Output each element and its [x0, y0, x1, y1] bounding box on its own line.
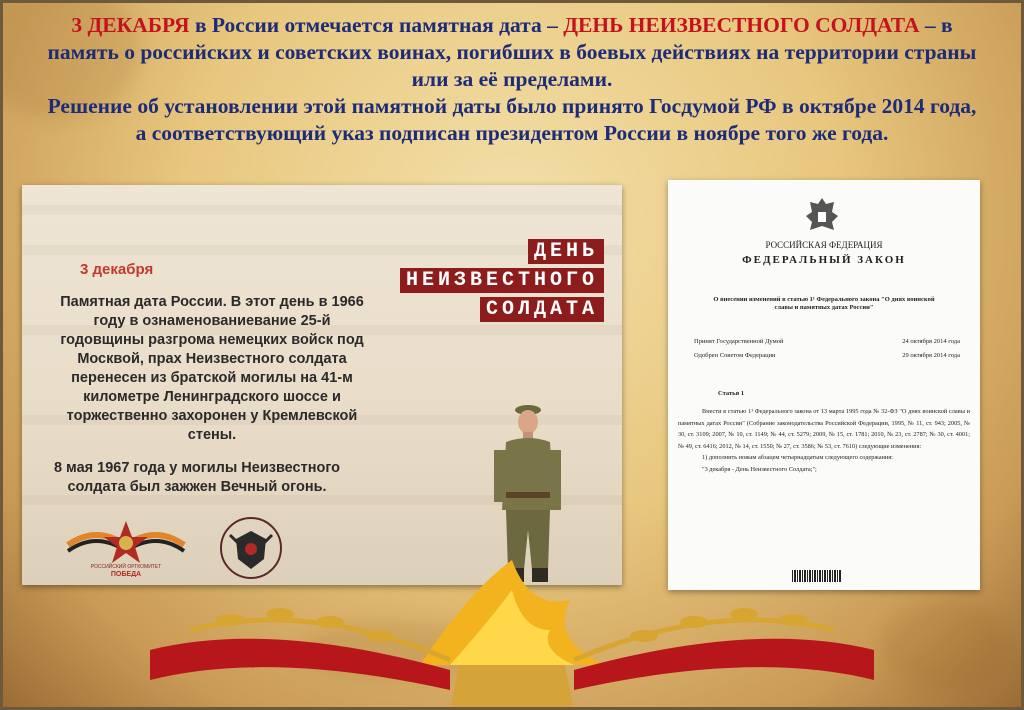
poster-title-line: СОЛДАТА: [480, 297, 604, 322]
poster-body-text: Памятная дата России. В этот день в 1966 году в ознаменованиевание 25-й годовщины разгрома немецких войск под Москвой, прах Неизвестного солдата перенесен из братской могилы на 41-м километре Ленинградского шоссе и торжественно захоронен у Кремлевской стены.: [60, 294, 364, 443]
eternal-flame-laurel-decoration: [150, 560, 874, 710]
soldier-figure: [492, 400, 562, 585]
poster-image: [22, 185, 622, 585]
poster-title-line: НЕИЗВЕСТНОГО: [400, 268, 604, 293]
doc-row-date: 24 октября 2014 года: [902, 338, 960, 345]
logo1-title: ПОБЕДА: [110, 571, 142, 577]
doc-law-title: ФЕДЕРАЛЬНЫЙ ЗАКОН: [742, 254, 906, 266]
doc-adoption-row: [694, 338, 960, 345]
doc-paragraph: 1) дополнить новым абзацем четырнадцатым следующего содержания:: [702, 454, 893, 461]
poster-title-line: ДЕНЬ: [528, 239, 604, 264]
doc-country: РОССИЙСКАЯ ФЕДЕРАЦИЯ: [765, 240, 883, 250]
poster-eternal-flame-text: 8 мая 1967 года у могилы Неизвестного солдата был зажжен Вечный огонь.: [53, 460, 341, 495]
poster-date: 3 декабря: [80, 261, 154, 278]
doc-paragraph: "3 декабря - День Неизвестного Солдата;";: [702, 465, 817, 473]
doc-row-date: 29 октября 2014 года: [902, 352, 960, 359]
doc-subject: О внесении изменений в статью 1¹ Федерального закона "О днях воинской славы и памятных датах России": [713, 296, 935, 311]
doc-article-title: Статья 1: [718, 390, 744, 397]
doc-article-body: [678, 406, 970, 475]
logo1-caption: РОССИЙСКИЙ ОРГКОМИТЕТ: [90, 564, 162, 570]
doc-row-label: Принят Государственной Думой: [694, 338, 784, 345]
heading-mid: в России отмечается памятная дата –: [189, 13, 564, 37]
heading-date: 3 ДЕКАБРЯ: [71, 13, 190, 37]
heading-rest: – в память о российских и советских воинах, погибших в боевых действиях на территории страны или за её пределами.: [47, 13, 977, 91]
doc-paragraph: Внести в статью 1¹ Федерального закона от 13 марта 1995 года № 32-ФЗ "О днях воинской славы и памятных датах России" (Собрание законодательства Российской Федерации, 1995, № 11, ст. 943; 2005, № 30, ст. 3109; 2007, № 10, ст. 1149; № 44, ст. 5279; 2009, № 15, ст. 1781; 2010, № 23, ст. 2787; № 30, ст. 4001; № 49, ст. 6416; 2012, № 14, ст. 1550; № 27, ст. 3586; № 53, ст. 7610) следующие изменения:: [678, 408, 970, 450]
doc-approval-row: [694, 352, 960, 359]
poster-title: [400, 239, 604, 326]
heading-holiday-name: ДЕНЬ НЕИЗВЕСТНОГО СОЛДАТА: [563, 13, 920, 37]
coat-of-arms-icon: [804, 196, 840, 234]
doc-row-label: Одобрен Советом Федерации: [694, 352, 776, 359]
heading-text: [40, 12, 984, 147]
federal-law-document: [668, 180, 980, 590]
heading-decision: Решение об установлении этой памятной даты было принято Госдумой РФ в октябре 2014 года, а соответствующий указ подписан президентом России в ноябре того же года.: [47, 94, 977, 145]
